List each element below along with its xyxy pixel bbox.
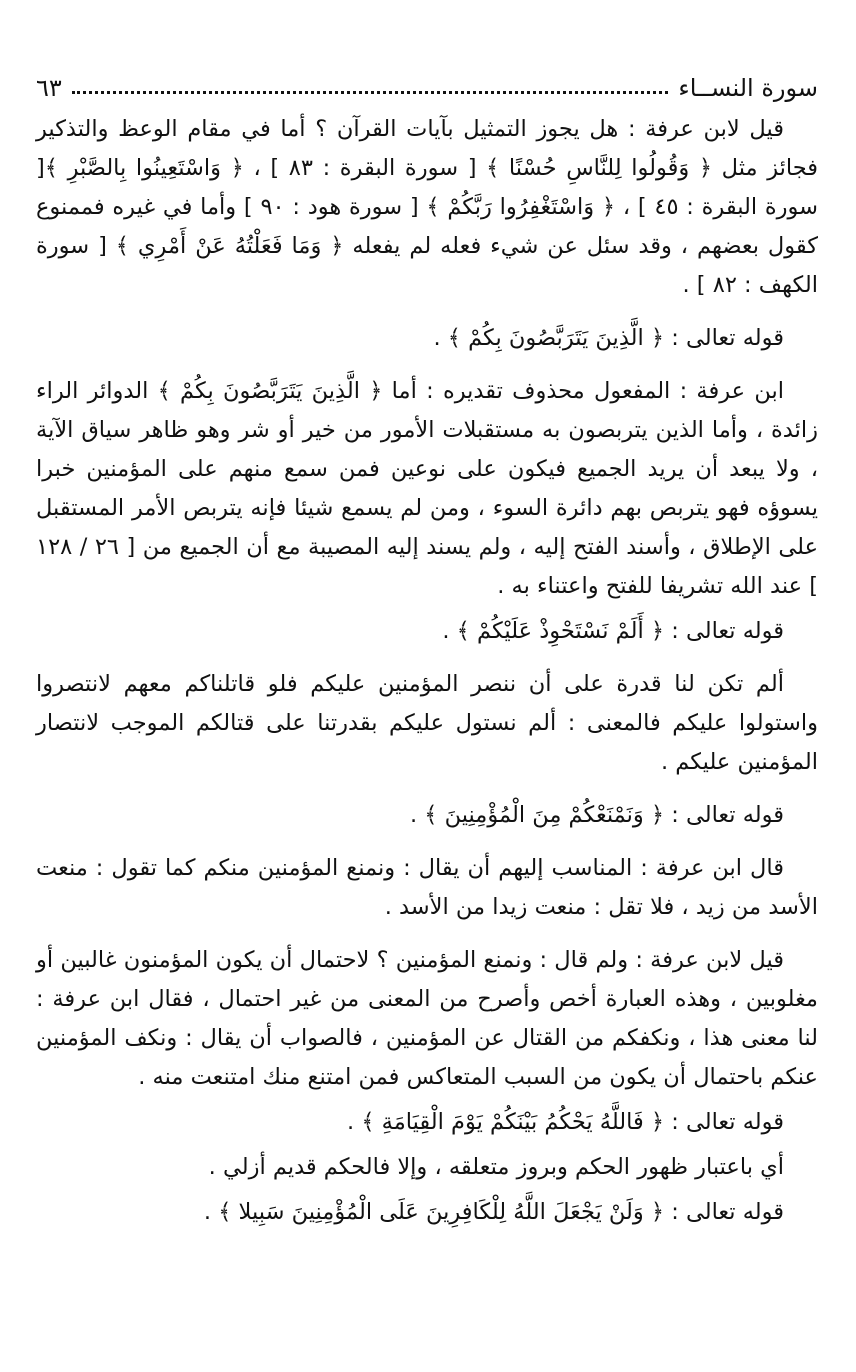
verse-heading: قوله تعالى : ﴿ فَاللَّهُ يَحْكُمُ بَيْنَكُمْ يَوْمَ الْقِيَامَةِ ﴾ .	[347, 1109, 784, 1135]
surah-title: سورة النســاء	[678, 74, 818, 102]
paragraph-commentary: أي باعتبار ظهور الحكم وبروز متعلقه ، وإلا فالحكم قديم أزلي .	[208, 1154, 784, 1180]
verse-heading: قوله تعالى : ﴿ وَلَنْ يَجْعَلَ اللَّهُ لِلْكَافِرِينَ عَلَى الْمُؤْمِنِينَ سَبِيلا ﴾ .	[203, 1199, 784, 1225]
verse-heading: قوله تعالى : ﴿ الَّذِينَ يَتَرَبَّصُونَ بِكُمْ ﴾ .	[433, 325, 784, 351]
verse-heading: قوله تعالى : ﴿ أَلَمْ نَسْتَحْوِذْ عَلَيْكُمْ ﴾ .	[442, 618, 784, 644]
header-dotted-leader	[72, 91, 669, 94]
page-body	[36, 110, 818, 1232]
paragraph-commentary: قال ابن عرفة : المناسب إليهم أن يقال : ونمنع المؤمنين منكم كما تقول : منعت الأسد من زيد ، فلا تقل : منعت زيدا من الأسد .	[36, 855, 818, 920]
page-number: ٦٣	[36, 74, 62, 102]
paragraph-quran-examples: قيل لابن عرفة : هل يجوز التمثيل بآيات القرآن ؟ أما في مقام الوعظ والتذكير فجائز مثل ﴿ وَقُولُوا لِلنَّاسِ حُسْنًا ﴾ [ سورة البقرة : ٨٣ ] ، ﴿ وَاسْتَعِينُوا بِالصَّبْرِ ﴾[ سورة البقرة : ٤٥ ] ، ﴿ وَاسْتَغْفِرُوا رَبَّكُمْ ﴾ [ سورة هود : ٩٠ ] وأما في غيره فممنوع كقول بعضهم ، وقد سئل عن شيء فعله لم يفعله ﴿ وَمَا فَعَلْتُهُ عَنْ أَمْرِي ﴾ [ سورة الكهف : ٨٢ ] .	[36, 116, 819, 298]
paragraph-commentary: ابن عرفة : المفعول محذوف تقديره : أما ﴿ الَّذِينَ يَتَرَبَّصُونَ بِكُمْ ﴾ الدوائر الراء زائدة ، وأما الذين يتربصون به مستقبلات الأمور من خير أو شر وهو ظاهر سياق الآية ، ولا يبعد أن يريد الجميع فيكون على نوعين فمن سمع منهم على المؤمنين خبرا يسوؤه فهو يتربص بهم دائرة السوء ، ومن لم يسمع شيئا فإنه يتربص الأمر المستقبل على الإطلاق ، وأسند الفتح إليه ، ولم يسند إليه المصيبة مع أن الجميع من [ ٢٦ / ١٢٨ ] عند الله تشريفا للفتح واعتناء به .	[36, 378, 819, 599]
running-header	[36, 58, 818, 102]
verse-heading: قوله تعالى : ﴿ وَنَمْنَعْكُمْ مِنَ الْمُؤْمِنِينَ ﴾ .	[409, 802, 784, 828]
paragraph-commentary: قيل لابن عرفة : ولم قال : ونمنع المؤمنين ؟ لاحتمال أن يكون المؤمنون غالبين أو مغلوبين ، وهذه العبارة أخص وأصرح من المعنى من غير احتمال ، فقال ابن عرفة : لنا معنى هذا ، ونكفكم من القتال عن المؤمنين ، فالصواب أن يقال : ونكف المؤمنين عنكم باحتمال أن يكون من السبب المتعاكس فمن امتنع منك امتنعت منه .	[36, 947, 818, 1090]
paragraph-commentary: ألم تكن لنا قدرة على أن ننصر المؤمنين عليكم فلو قاتلناكم معهم لانتصروا واستولوا عليكم فالمعنى : ألم نستول عليكم بقدرتنا على قتالكم الموجب لانتصار المؤمنين عليكم .	[36, 671, 818, 775]
